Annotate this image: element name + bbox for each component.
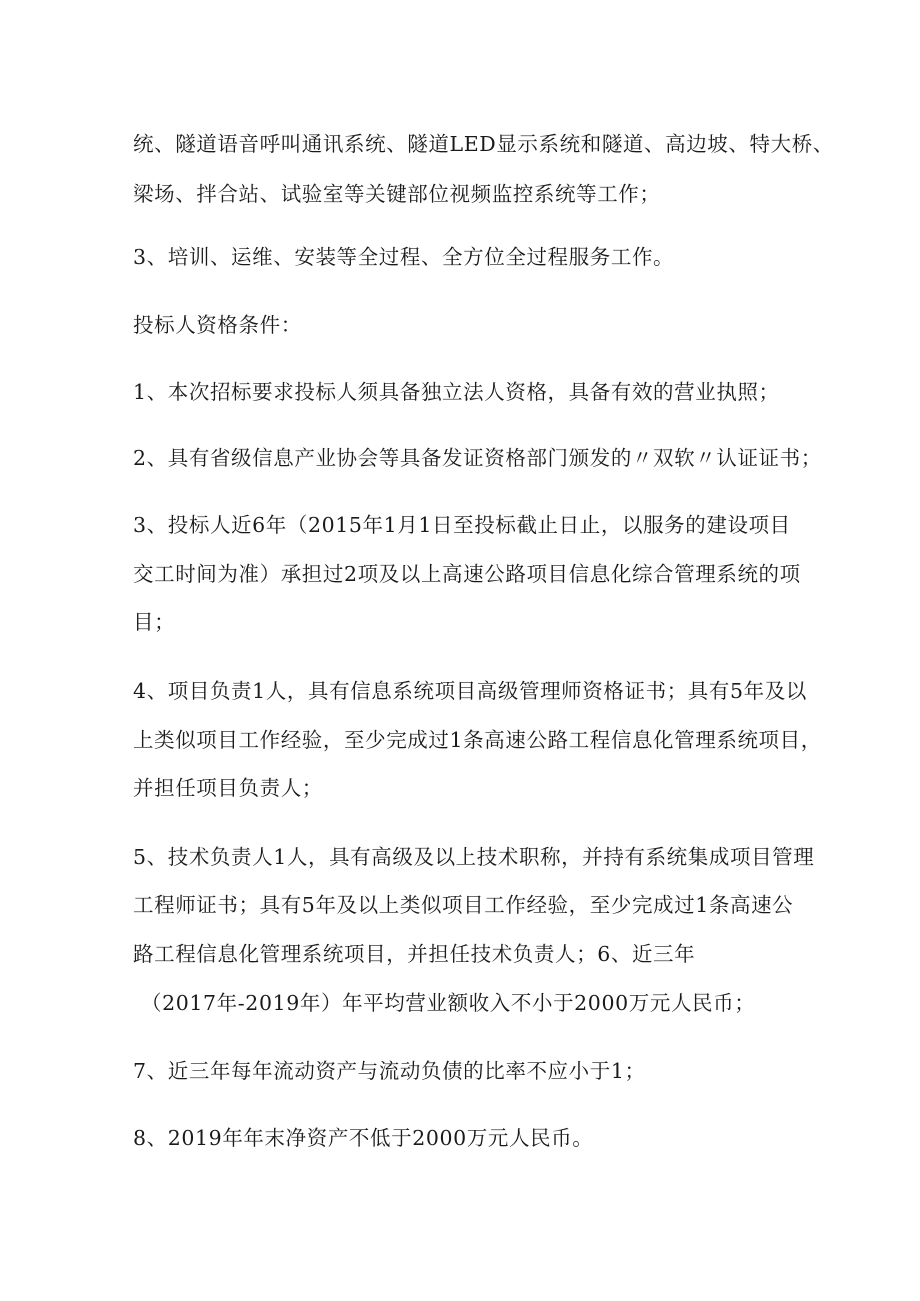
text-line: 路工程信息化管理系统项目，并担任技术负责人；6、近三年 xyxy=(133,942,696,966)
text-line: 上类似项目工作经验，至少完成过1条高速公路工程信息化管理系统项目， xyxy=(133,728,822,752)
text-line: 交工时间为准）承担过2项及以上高速公路项目信息化综合管理系统的项 xyxy=(133,562,801,586)
text-line: 工程师证书；具有5年及以上类似项目工作经验，至少完成过1条高速公 xyxy=(133,893,794,917)
text-line: 2、具有省级信息产业协会等具备发证资格部门颁发的〃双软〃认证证书； xyxy=(133,446,822,470)
text-line: 统、隧道语音呼叫通讯系统、隧道LED显示系统和隧道、高边坡、特大桥、 xyxy=(133,132,834,156)
text-line: 3、培训、运维、安装等全过程、全方位全过程服务工作。 xyxy=(133,245,675,269)
text-line: 8、2019年年末净资产不低于2000万元人民币。 xyxy=(133,1126,594,1150)
text-line: 3、投标人近6年（2015年1月1日至投标截止日止，以服务的建设项目 xyxy=(133,513,791,537)
text-line: 4、项目负责1人，具有信息系统项目高级管理师资格证书；具有5年及以 xyxy=(133,679,807,703)
section-heading: 投标人资格条件： xyxy=(133,313,302,337)
text-line: 梁场、拌合站、试验室等关键部位视频监控系统等工作； xyxy=(133,182,661,206)
text-line: 目； xyxy=(133,610,176,634)
text-line: （2017年-2019年）年平均营业额收入不小于2000万元人民币； xyxy=(141,991,756,1015)
text-line: 7、近三年每年流动资产与流动负债的比率不应小于1； xyxy=(133,1059,646,1083)
text-line: 1、本次招标要求投标人须具备独立法人资格，具备有效的营业执照； xyxy=(133,380,780,404)
text-line: 5、技术负责人1人，具有高级及以上技术职称，并持有系统集成项目管理 xyxy=(133,845,815,869)
text-line: 并担任项目负责人； xyxy=(133,776,323,800)
